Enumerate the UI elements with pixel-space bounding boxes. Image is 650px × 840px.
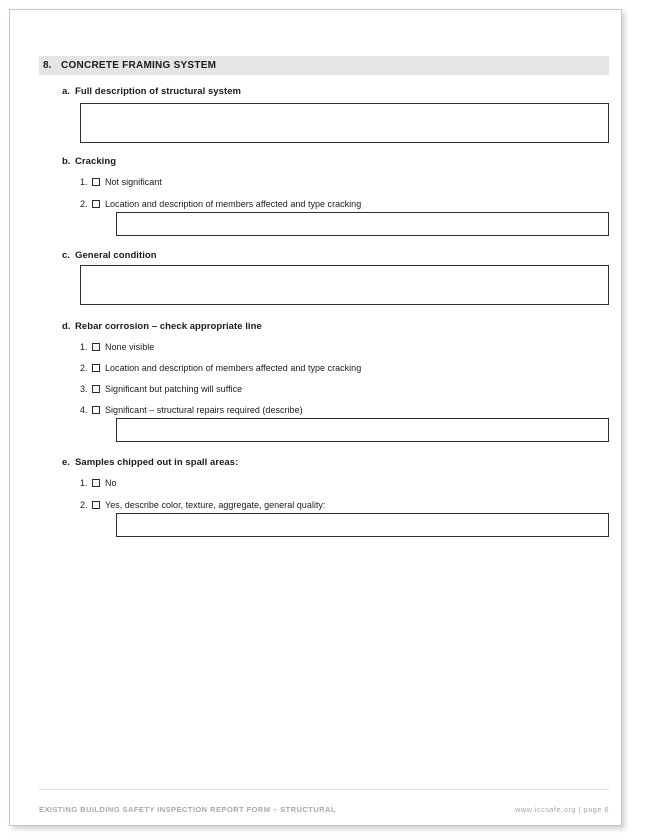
subitem-d2-location-description[interactable] [80, 363, 361, 373]
item-letter: b. [62, 156, 71, 167]
subitem-label: Significant but patching will suffice [105, 384, 243, 394]
subitem-number: 2. [80, 363, 88, 373]
checkbox-empty-icon[interactable] [92, 343, 100, 351]
item-label: General condition [75, 250, 157, 261]
item-label: Full description of structural system [75, 86, 242, 97]
input-structural-repairs-describe[interactable] [116, 418, 609, 442]
section-number: 8. [43, 60, 52, 71]
checkbox-empty-icon[interactable] [92, 178, 100, 186]
section-header-concrete-framing-system [39, 56, 609, 75]
input-samples-describe-quality[interactable] [116, 513, 609, 537]
footer-website-and-page: www.iccsafe.org | page 6 [514, 805, 609, 814]
checkbox-empty-icon[interactable] [92, 501, 100, 509]
subitem-number: 1. [80, 342, 88, 352]
input-general-condition[interactable] [80, 265, 609, 305]
checkbox-empty-icon[interactable] [92, 406, 100, 414]
subitem-label: Not significant [105, 177, 162, 187]
subitem-e1-no[interactable] [80, 478, 117, 488]
subitem-label: None visible [105, 342, 155, 352]
subitem-label: No [105, 478, 117, 488]
item-letter: a. [62, 86, 70, 97]
subitem-d1-none-visible[interactable] [80, 342, 154, 352]
item-e-samples-chipped [62, 457, 238, 468]
subitem-label: Location and description of members affected and type cracking [105, 199, 362, 209]
footer-form-name: EXISTING BUILDING SAFETY INSPECTION REPORT FORM – STRUCTURAL [39, 805, 336, 814]
item-label: Samples chipped out in spall areas: [75, 457, 239, 468]
subitem-d4-significant-structural-repairs[interactable] [80, 405, 303, 415]
input-full-description-of-structural-system[interactable] [80, 103, 609, 143]
subitem-number: 3. [80, 384, 88, 394]
checkbox-empty-icon[interactable] [92, 200, 100, 208]
item-a-full-description [62, 86, 241, 97]
subitem-number: 2. [80, 199, 88, 209]
item-letter: c. [62, 250, 70, 261]
input-cracking-location-description[interactable] [116, 212, 609, 236]
section-title: CONCRETE FRAMING SYSTEM [61, 60, 217, 71]
checkbox-empty-icon[interactable] [92, 364, 100, 372]
subitem-d3-significant-patching[interactable] [80, 384, 242, 394]
page-content [39, 10, 609, 826]
subitem-b1-not-significant[interactable] [80, 177, 162, 187]
item-label: Rebar corrosion – check appropriate line [75, 321, 262, 332]
subitem-number: 1. [80, 478, 88, 488]
subitem-number: 2. [80, 500, 88, 510]
document-page [9, 9, 622, 826]
checkbox-empty-icon[interactable] [92, 479, 100, 487]
subitem-number: 4. [80, 405, 88, 415]
item-letter: d. [62, 321, 71, 332]
subitem-b2-location-description[interactable] [80, 199, 361, 209]
subitem-label: Location and description of members affected and type cracking [105, 363, 362, 373]
item-d-rebar-corrosion [62, 321, 262, 332]
footer-divider [39, 789, 609, 790]
item-c-general-condition [62, 250, 157, 261]
subitem-label: Significant – structural repairs required (describe) [105, 405, 303, 415]
subitem-label: Yes, describe color, texture, aggregate, general quality: [105, 500, 326, 510]
subitem-e2-yes-describe[interactable] [80, 500, 325, 510]
item-letter: e. [62, 457, 70, 468]
checkbox-empty-icon[interactable] [92, 385, 100, 393]
item-b-cracking [62, 156, 116, 167]
subitem-number: 1. [80, 177, 88, 187]
item-label: Cracking [75, 156, 117, 167]
